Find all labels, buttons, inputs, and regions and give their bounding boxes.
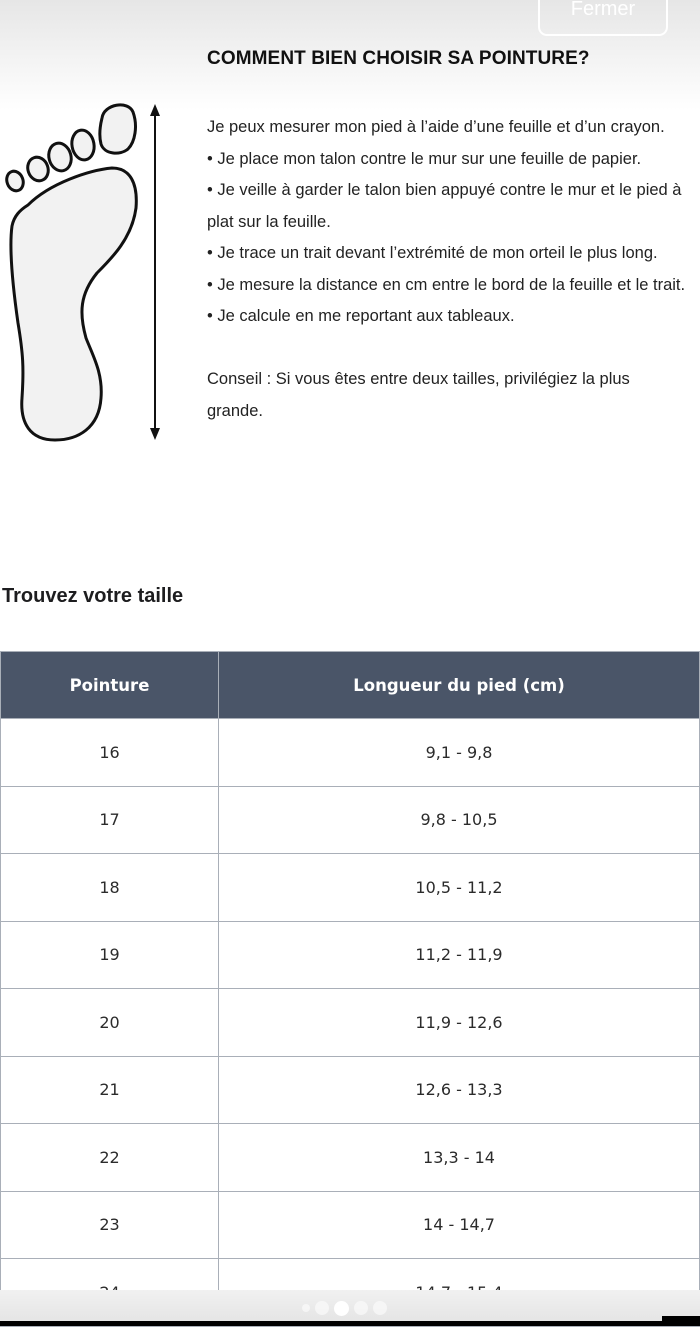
toe-4 <box>24 154 51 183</box>
table-header-row <box>1 652 700 719</box>
size-cell: 18 <box>1 854 219 922</box>
length-cell: 13,3 - 14 <box>219 1124 700 1192</box>
table-row <box>1 854 700 922</box>
length-cell: 9,1 - 9,8 <box>219 719 700 787</box>
toe-1 <box>100 105 136 153</box>
instruction-step: • Je calcule en me reportant aux tableaux. <box>207 307 515 325</box>
column-header-length: Longueur du pied (cm) <box>219 652 700 719</box>
pagination-dot-active[interactable] <box>334 1301 349 1316</box>
length-cell: 11,2 - 11,9 <box>219 921 700 989</box>
foot-sole <box>11 168 136 440</box>
toe-2 <box>70 128 97 161</box>
size-cell: 19 <box>1 921 219 989</box>
column-header-size: Pointure <box>1 652 219 719</box>
table-row <box>1 719 700 787</box>
length-cell: 9,8 - 10,5 <box>219 786 700 854</box>
table-row <box>1 1191 700 1259</box>
screen-bottom-edge <box>0 1321 700 1326</box>
close-button[interactable]: Fermer <box>538 0 668 36</box>
size-cell: 21 <box>1 1056 219 1124</box>
length-cell: 14 - 14,7 <box>219 1191 700 1259</box>
instruction-step: • Je place mon talon contre le mur sur une feuille de papier. <box>207 149 642 168</box>
length-cell: 12,6 - 13,3 <box>219 1056 700 1124</box>
table-row <box>1 921 700 989</box>
pagination-dot[interactable] <box>315 1301 329 1315</box>
page-title: COMMENT BIEN CHOISIR SA POINTURE? <box>207 48 590 69</box>
foot-outline-icon <box>4 105 136 440</box>
toe-5 <box>4 169 26 193</box>
length-cell: 10,5 - 11,2 <box>219 854 700 922</box>
table-row <box>1 1124 700 1192</box>
table-row <box>1 989 700 1057</box>
size-cell: 20 <box>1 989 219 1057</box>
instruction-step: • Je veille à garder le talon bien appuyé contre le mur et le pied à plat sur la feuille. <box>207 181 682 231</box>
instructions-text <box>207 112 687 427</box>
instruction-step: • Je trace un trait devant l’extrémité de mon orteil le plus long. <box>207 244 658 262</box>
size-cell: 23 <box>1 1191 219 1259</box>
length-cell: 11,9 - 12,6 <box>219 989 700 1057</box>
advice-text: Conseil : Si vous êtes entre deux tailles, privilégiez la plus grande. <box>207 370 630 420</box>
pagination-dot[interactable] <box>373 1301 387 1315</box>
size-section-title: Trouvez votre taille <box>2 585 184 607</box>
table-row <box>1 1056 700 1124</box>
instruction-step: • Je mesure la distance en cm entre le bord de la feuille et le trait. <box>207 275 686 294</box>
size-cell: 17 <box>1 786 219 854</box>
pagination-dot[interactable] <box>302 1304 310 1312</box>
toe-3 <box>46 141 74 174</box>
double-arrow-vertical-icon <box>150 104 160 440</box>
table-row <box>1 786 700 854</box>
carousel-pagination <box>302 1298 387 1318</box>
size-table <box>0 651 700 1327</box>
pagination-dot[interactable] <box>354 1301 368 1315</box>
screen-corner-block <box>662 1316 700 1326</box>
foot-illustration <box>0 98 170 448</box>
size-cell: 22 <box>1 1124 219 1192</box>
size-cell: 16 <box>1 719 219 787</box>
instructions-intro: Je peux mesurer mon pied à l’aide d’une feuille et d’un crayon. <box>207 118 665 136</box>
